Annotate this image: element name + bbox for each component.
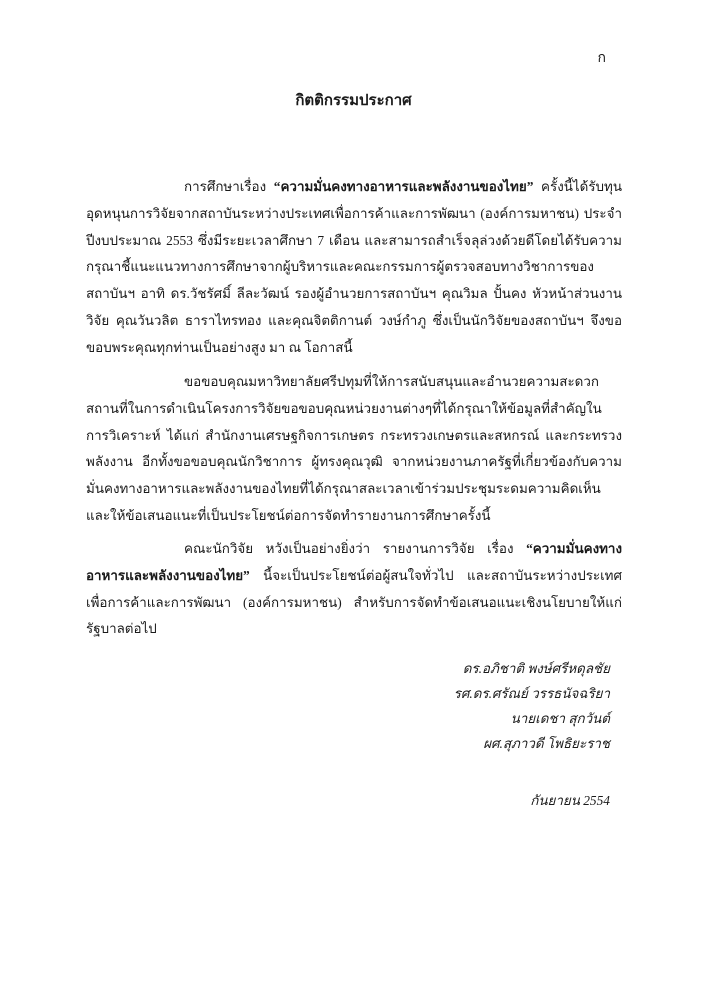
page-title: กิตติกรรมประกาศ: [295, 93, 412, 109]
document-date: กันยายน 2554: [530, 793, 610, 808]
signature-name: รศ.ดร.ศรัณย์ วรรธนัจฉริยา: [453, 686, 610, 701]
paragraph-1-text-before: การศึกษาเรื่อง: [184, 179, 274, 194]
paragraph-3-study-title: “ความมั่นคงทางอาหารและพลังงานของไทย”: [86, 541, 622, 583]
signature-block: [454, 656, 610, 756]
paragraph-3-text-before: คณะนักวิจัย หวังเป็นอย่างยิ่งว่า รายงานการวิจัย เรื่อง: [184, 541, 527, 556]
signature-name: ดร.อภิชาติ พงษ์ศรีหดุลชัย: [462, 661, 610, 676]
paragraph-1-text-after: ครั้งนี้ได้รับทุนอุดหนุนการวิจัยจากสถาบันระหว่างประเทศเพื่อการค้าและการพัฒนา (องค์การมหาชน) ประจำปีงบประมาณ 2553 ซึ่งมีระยะเวลาศึกษา 7 เดือน และสามารถสำเร็จลุล่วงด้วยดีโดยได้รับความกรุณาชี้แนะแนวทางการศึกษาจากผู้บริหารและคณะกรรมการผู้ตรวจสอบทางวิชาการของสถาบันฯ อาทิ ดร.วัชรัศมิ์ ลีละวัฒน์ รองผู้อำนวยการสถาบันฯ คุณวิมล ปั้นคง หัวหน้าส่วนงานวิจัย คุณวันวลิต ธาราไทรทอง และคุณจิตติกานต์ วงษ์กำภู ซึ่งเป็นนักวิจัยของสถาบันฯ จึงขอขอบพระคุณทุกท่านเป็นอย่างสูง มา ณ โอกาสนี้: [86, 179, 622, 355]
paragraph-2: [86, 369, 622, 530]
paragraph-2-text: ขอขอบคุณมหาวิทยาลัยศรีปทุมที่ให้การสนับสนุนและอำนวยความสะดวกสถานที่ในการดำเนินโครงการวิจัยขอขอบคุณหน่วยงานต่างๆที่ได้กรุณาให้ข้อมูลที่สำคัญในการวิเคราะห์ ได้แก่ สำนักงานเศรษฐกิจการเกษตร กระทรวงเกษตรและสหกรณ์ และกระทรวงพลังงาน อีกทั้งขอขอบคุณนักวิชาการ ผู้ทรงคุณวุฒิ จากหน่วยงานภาครัฐที่เกี่ยวข้องกับความมั่นคงทางอาหารและพลังงานของไทยที่ได้กรุณาสละเวลาเข้าร่วมประชุมระดมความคิดเห็น และให้ข้อเสนอแนะที่เป็นประโยชน์ต่อการจัดทำรายงานการศึกษาครั้งนี้: [86, 374, 622, 523]
paragraph-1-study-title: “ความมั่นคงทางอาหารและพลังงานของไทย”: [273, 179, 534, 194]
page-number: ก: [597, 51, 606, 66]
signature-name: ผศ.สุภาวดี โพธิยะราช: [483, 736, 610, 751]
signature-name: นายเดชา สุกวันต์: [510, 711, 610, 726]
paragraph-3-text-after: นี้จะเป็นประโยชน์ต่อผู้สนใจทั่วไป และสถาบันระหว่างประเทศเพื่อการค้าและการพัฒนา (องค์การมหาชน) สำหรับการจัดทำข้อเสนอแนะเชิงนโยบายให้แก่รัฐบาลต่อไป: [86, 567, 622, 637]
paragraph-1: [86, 174, 622, 362]
paragraph-3: [86, 536, 622, 643]
